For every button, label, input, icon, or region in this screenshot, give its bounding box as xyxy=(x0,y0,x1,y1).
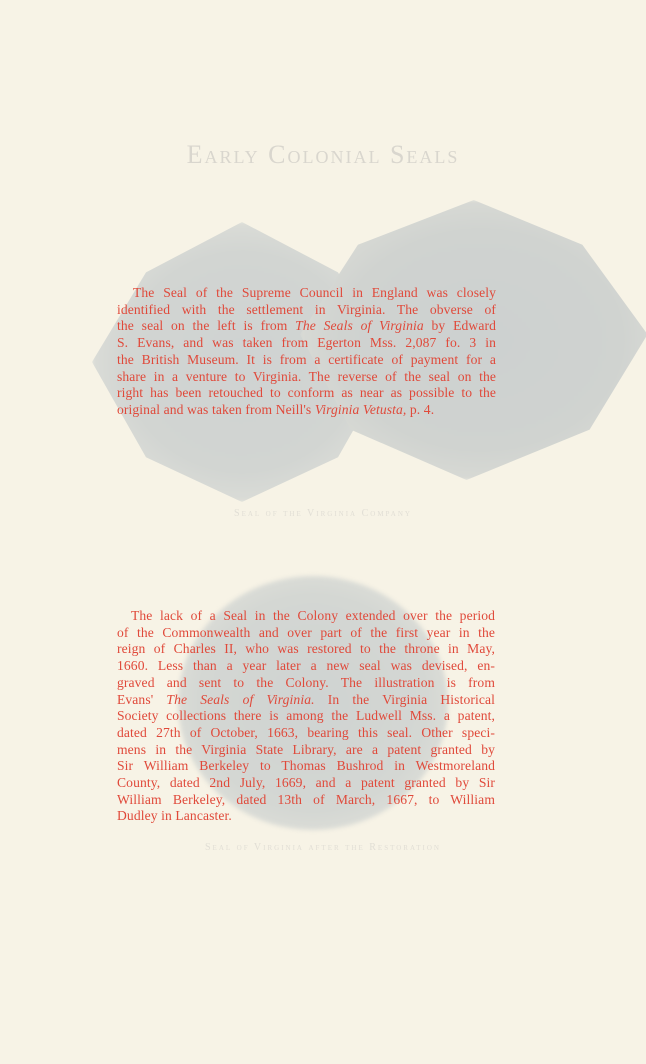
paragraph-line: Sir William Berkeley to Thomas Bushrod in Westmoreland xyxy=(117,758,495,774)
paragraph-line: identified with the settlement in Virginia. The obverse of xyxy=(117,301,496,317)
paragraph-line: dated 27th of October, 1663, bearing this seal. Other speci- xyxy=(117,724,495,740)
paragraph-line: S. Evans, and was taken from Egerton Mss. 2,087 fo. 3 in xyxy=(117,335,496,351)
paragraph-line: share in a venture to Virginia. The reverse of the seal on the xyxy=(117,368,496,384)
paragraph-line: Society collections there is among the Ludwell Mss. a patent, xyxy=(117,708,495,724)
paragraph-line: William Berkeley, dated 13th of March, 1667, to William xyxy=(117,791,495,807)
paragraph-line: mens in the Virginia State Library, are a patent granted by xyxy=(117,741,495,757)
paragraph-line: Evans' The Seals of Virginia. In the Virginia Historical xyxy=(117,691,495,707)
paragraph-line: The Seal of the Supreme Council in England was closely xyxy=(133,285,496,300)
seal-caption: Seal of the Virginia Company xyxy=(234,508,412,519)
book-title: The Seals of Virginia xyxy=(295,318,424,334)
paragraph-line: graved and sent to the Colony. The illustration is from xyxy=(117,674,495,690)
paragraph-line: of the Commonwealth and over part of the first year in the xyxy=(117,624,495,640)
paragraph-line: The lack of a Seal in the Colony extended over the period xyxy=(131,608,495,623)
restoration-seal-paragraph xyxy=(117,608,495,825)
paragraph-line: Dudley in Lancaster. xyxy=(117,808,232,824)
seal-description-paragraph xyxy=(117,285,496,419)
paragraph-line: reign of Charles II, who was restored to the throne in May, xyxy=(117,641,495,657)
seal-caption: Seal of Virginia after the Restoration xyxy=(205,842,441,853)
page-title: Early Colonial Seals xyxy=(186,140,460,169)
paragraph-line: the seal on the left is from The Seals of Virginia by Edward xyxy=(117,318,496,334)
paragraph-line: right has been retouched to conform as near as possible to the xyxy=(117,385,496,401)
book-title: The Seals of Virginia. xyxy=(166,691,315,707)
paragraph-line: County, dated 2nd July, 1669, and a patent granted by Sir xyxy=(117,775,495,791)
paragraph-line: the British Museum. It is from a certificate of payment for a xyxy=(117,351,496,367)
paragraph-line: 1660. Less than a year later a new seal was devised, en- xyxy=(117,658,495,674)
book-title: Virginia Vetusta, xyxy=(314,401,407,417)
paragraph-line: original and was taken from Neill's Virginia Vetusta, p. 4. xyxy=(117,401,435,417)
